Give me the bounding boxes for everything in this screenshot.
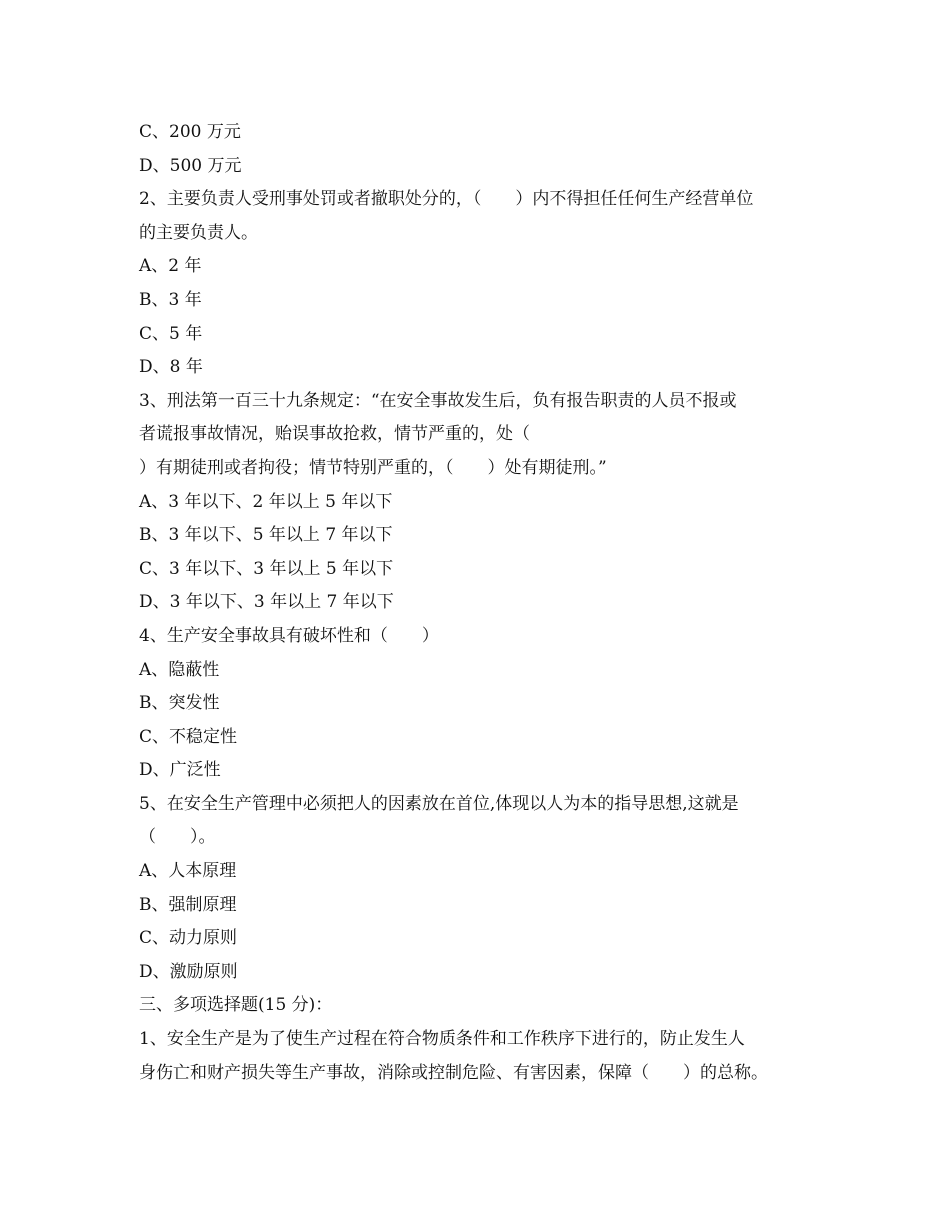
option-d-q5: D、激励原则 (139, 961, 238, 982)
question-4: 4、生产安全事故具有破坏性和（ ） (139, 625, 439, 646)
question-2-line-2: 的主要负责人。 (139, 222, 258, 243)
question-3-line-3: ）有期徒刑或者拘役；情节特别严重的，（ ）处有期徒刑。” (139, 457, 607, 478)
option-a-q2: A、2 年 (139, 256, 202, 277)
option-d-q3: D、3 年以下、3 年以上 7 年以下 (139, 592, 394, 613)
option-c-q2: C、5 年 (139, 323, 203, 344)
section-heading-multiple-choice: 三、多项选择题(15 分)： (139, 995, 333, 1016)
option-c-q4: C、不稳定性 (139, 726, 238, 747)
option-a-q3: A、3 年以下、2 年以上 5 年以下 (139, 491, 393, 512)
option-a-q5: A、人本原理 (139, 861, 237, 882)
option-d-q1: D、500 万元 (139, 155, 242, 176)
mc-question-1-line-1: 1、安全生产是为了使生产过程在符合物质条件和工作秩序下进行的，防止发生人 (139, 1029, 745, 1050)
option-d-q4: D、广泛性 (139, 760, 221, 781)
document-body (139, 116, 819, 1090)
question-5-line-1: 5、在安全生产管理中必须把人的因素放在首位,体现以人为本的指导思想,这就是 (139, 793, 739, 814)
question-2-line-1: 2、主要负责人受刑事处罚或者撤职处分的，（ ）内不得担任任何生产经营单位 (139, 189, 754, 210)
option-c-q5: C、动力原则 (139, 928, 238, 949)
option-b-q3: B、3 年以下、5 年以上 7 年以下 (139, 525, 393, 546)
option-b-q5: B、强制原理 (139, 894, 237, 915)
option-b-q4: B、突发性 (139, 693, 220, 714)
option-c-q1: C、200 万元 (139, 122, 241, 142)
option-d-q2: D、8 年 (139, 357, 203, 378)
option-c-q3: C、3 年以下、3 年以上 5 年以下 (139, 558, 394, 579)
mc-question-1-line-2: 身伤亡和财产损失等生产事故，消除或控制危险、有害因素，保障（ ）的总称。 (139, 1062, 768, 1083)
question-3-line-1: 3、刑法第一百三十九条规定：“在安全事故发生后，负有报告职责的人员不报或 (139, 390, 737, 411)
question-3-line-2: 者谎报事故情况，贻误事故抢救，情节严重的，处（ (139, 424, 530, 445)
question-5-line-2: （ ）。 (139, 827, 216, 848)
option-a-q4: A、隐蔽性 (139, 659, 220, 680)
option-b-q2: B、3 年 (139, 289, 202, 310)
